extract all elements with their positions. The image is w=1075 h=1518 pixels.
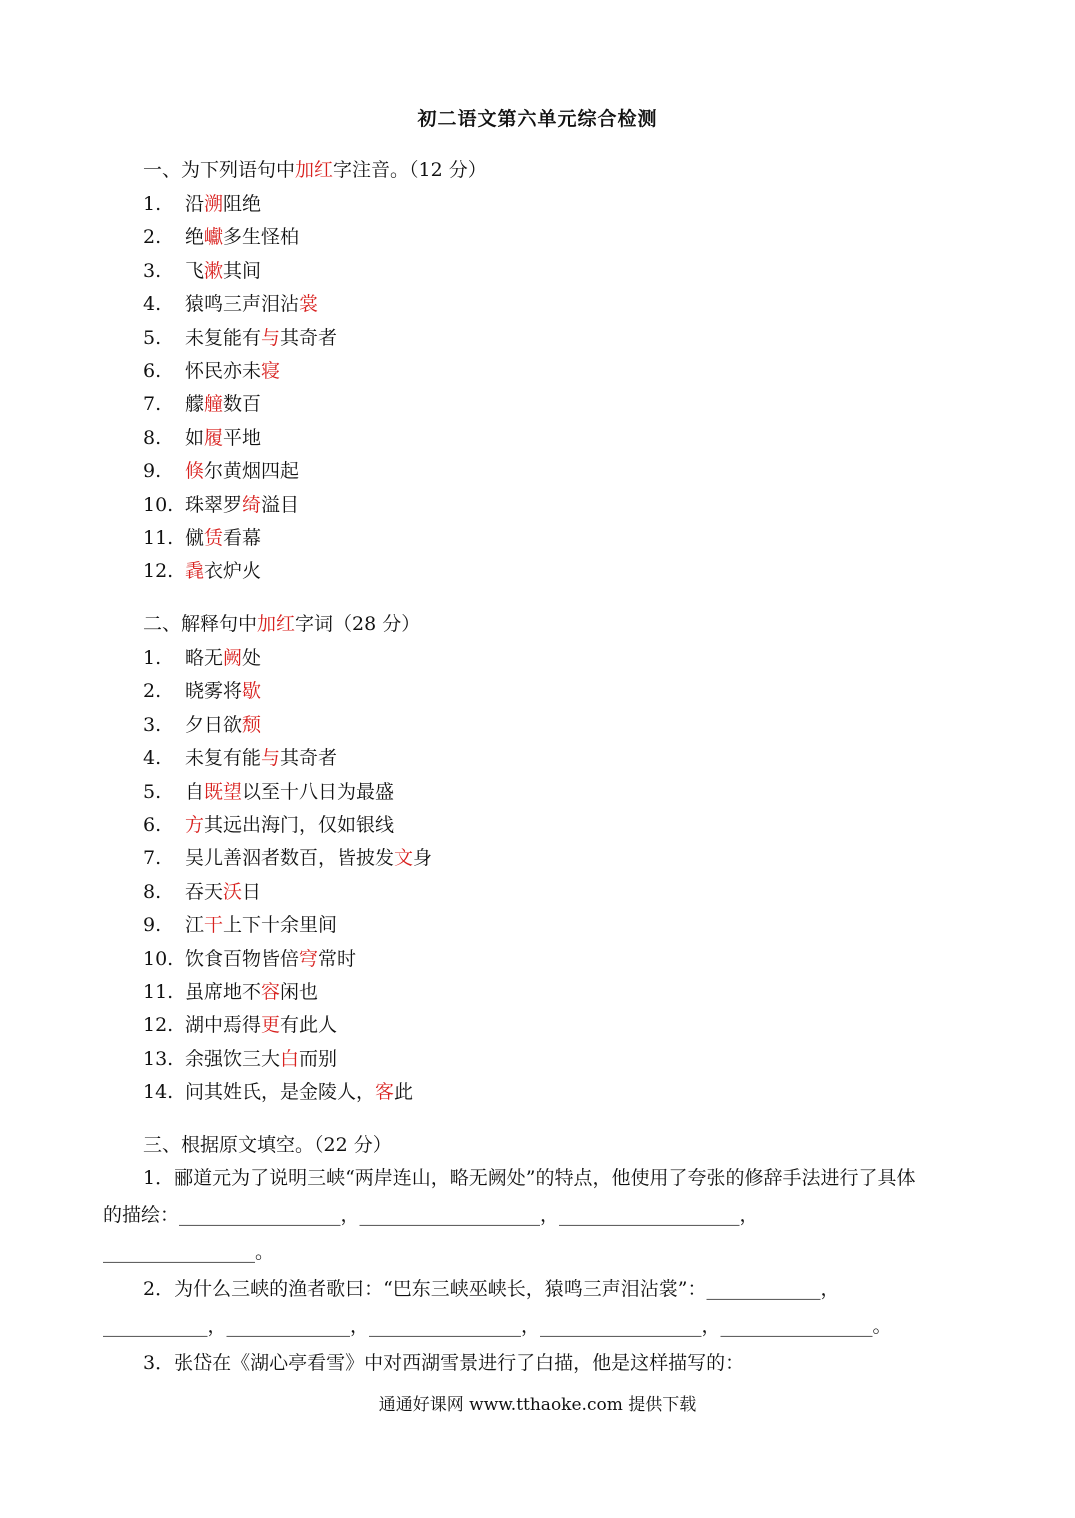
item-red-text: 寝: [261, 360, 281, 382]
item-red-text: 裳: [299, 293, 319, 316]
item-text: 身: [413, 847, 433, 870]
item-red-text: 绮: [242, 493, 262, 516]
item-number: 3.: [143, 713, 162, 736]
item-text: 多生怪柏: [223, 226, 300, 249]
item-number: 8.: [143, 426, 162, 449]
item-text: 其远出海门，仅如银线: [204, 814, 395, 836]
footer-note: 通通好课网 www.tthaoke.com 提供下载: [378, 1395, 697, 1415]
item-number: 2.: [143, 680, 162, 703]
list-item: [143, 458, 299, 484]
item-text: 未复能有: [185, 326, 262, 349]
item-red-text: 白: [280, 1047, 300, 1070]
question-2-line: 2．为什么三峡的渔者歌曰：“巴东三峡巫峡长，猿鸣三声泪沾裳”：____________，: [143, 1278, 840, 1300]
item-text: 珠翠罗: [185, 493, 243, 516]
list-item: [143, 258, 261, 284]
question-1-line: ________________。: [103, 1241, 275, 1263]
item-number: 1.: [143, 647, 162, 669]
item-number: 7.: [143, 393, 162, 416]
item-red-text: 既望: [204, 780, 243, 803]
list-item: [143, 358, 280, 384]
item-number: 2.: [143, 226, 162, 249]
heading-red-text: 加红: [257, 613, 296, 635]
item-red-text: 更: [261, 1014, 281, 1037]
heading-text: 一、为下列语句中: [143, 159, 296, 181]
item-text: 问其姓氏，是金陵人，: [185, 1081, 376, 1104]
item-text: 余强饮三大: [185, 1047, 281, 1070]
item-number: 11.: [143, 981, 174, 1003]
item-text: 湖中焉得: [185, 1014, 262, 1037]
list-item: [143, 291, 318, 317]
question-1-line: 1．郦道元为了说明三峡“两岸连山，略无阙处”的特点，他使用了夸张的修辞手法进行了具体: [143, 1167, 916, 1189]
item-red-text: 阙: [223, 647, 243, 669]
item-text: 江: [185, 914, 205, 937]
item-red-text: 容: [261, 981, 281, 1003]
item-text: 而别: [299, 1047, 338, 1070]
item-number: 6.: [143, 360, 162, 382]
page-title: 初二语文第六单元综合检测: [417, 108, 658, 130]
item-red-text: 赁: [204, 527, 224, 549]
item-number: 7.: [143, 847, 162, 870]
item-number: 4.: [143, 747, 162, 770]
list-item: [143, 224, 299, 250]
list-item: [143, 879, 261, 905]
question-2-line: ___________，_____________，________________，_________________，________________。: [103, 1315, 892, 1337]
heading-text: 二、解释句中: [143, 613, 258, 635]
list-item: [143, 712, 261, 738]
item-text: 数百: [223, 393, 262, 416]
item-number: 12.: [143, 560, 174, 583]
item-number: 12.: [143, 1014, 174, 1037]
question-1-line: 的描绘：_________________，___________________，___________________，: [103, 1204, 759, 1226]
item-text: 绝: [185, 226, 205, 249]
item-red-text: 方: [185, 814, 205, 836]
section1-heading: [143, 157, 487, 183]
item-number: 9.: [143, 460, 162, 483]
item-text: 衣炉火: [204, 560, 262, 583]
item-number: 11.: [143, 527, 174, 549]
list-item: [143, 1079, 413, 1105]
item-text: 阻绝: [223, 193, 262, 215]
item-text: 有此人: [280, 1014, 338, 1037]
list-item: [143, 645, 261, 671]
item-number: 5.: [143, 326, 162, 349]
list-item: [143, 1046, 337, 1072]
list-item: [143, 779, 394, 805]
item-text: 平地: [223, 426, 262, 449]
item-red-text: 歇: [242, 680, 262, 703]
item-text: 如: [185, 426, 205, 449]
item-red-text: 溯: [204, 193, 224, 215]
item-number: 1.: [143, 193, 162, 215]
item-red-text: 巘: [204, 226, 224, 249]
item-text: 饮食百物皆倍: [185, 947, 300, 970]
item-red-text: 干: [204, 914, 224, 937]
item-number: 3.: [143, 259, 162, 282]
list-item: [143, 678, 261, 704]
list-item: [143, 812, 394, 838]
item-text: 上下十余里间: [223, 914, 338, 937]
item-text: 常时: [318, 947, 357, 970]
item-text: 未复有能: [185, 747, 262, 770]
list-item: [143, 325, 337, 351]
list-item: [143, 391, 261, 417]
item-red-text: 艟: [204, 393, 224, 416]
item-text: 以至十八日为最盛: [242, 780, 395, 803]
item-number: 9.: [143, 914, 162, 937]
item-red-text: 客: [375, 1081, 395, 1104]
item-red-text: 穹: [299, 947, 319, 970]
item-red-text: 颓: [242, 713, 262, 736]
item-text: 自: [185, 780, 205, 803]
list-item: [143, 979, 318, 1005]
section2-heading: [143, 611, 420, 637]
item-text: 日: [242, 880, 262, 903]
section3-heading: 三、根据原文填空。（22 分）: [143, 1134, 392, 1156]
item-red-text: 沃: [223, 880, 243, 903]
item-red-text: 与: [261, 747, 281, 770]
item-red-text: 漱: [204, 259, 224, 282]
item-red-text: 倏: [185, 460, 205, 483]
list-item: [143, 946, 356, 972]
list-item: [143, 745, 337, 771]
item-text: 晓雾将: [185, 680, 243, 703]
item-number: 4.: [143, 293, 162, 316]
heading-red-text: 加红: [295, 159, 334, 181]
list-item: [143, 492, 299, 518]
item-text: 沿: [185, 193, 205, 215]
item-text: 其间: [223, 259, 262, 282]
list-item: [143, 558, 261, 584]
item-text: 僦: [185, 527, 205, 549]
item-number: 14.: [143, 1081, 174, 1104]
list-item: [143, 845, 432, 871]
item-text: 吞天: [185, 880, 224, 903]
list-item: [143, 191, 261, 217]
item-text: 闲也: [280, 981, 319, 1003]
heading-text-after: 字注音。（12 分）: [333, 159, 487, 181]
item-text: 略无: [185, 647, 224, 669]
question-3-line: 3．张岱在《湖心亭看雪》中对西湖雪景进行了白描，他是这样描写的：: [143, 1352, 745, 1374]
item-red-text: 履: [204, 426, 224, 449]
item-text: 看幕: [223, 527, 262, 549]
list-item: [143, 525, 261, 551]
list-item: [143, 1012, 337, 1038]
item-red-text: 毳: [185, 560, 205, 583]
item-text: 其奇者: [280, 326, 338, 349]
section3-questions: [103, 1160, 978, 1382]
item-red-text: 文: [394, 847, 414, 870]
item-number: 10.: [143, 493, 174, 516]
item-text: 飞: [185, 259, 205, 282]
item-text: 猿鸣三声泪沾: [185, 293, 300, 316]
item-text: 虽席地不: [185, 981, 262, 1003]
item-text: 怀民亦未: [185, 360, 262, 382]
item-text: 其奇者: [280, 747, 338, 770]
item-number: 8.: [143, 880, 162, 903]
item-red-text: 与: [261, 326, 281, 349]
heading-text-after: 字词（28 分）: [295, 613, 421, 635]
item-number: 6.: [143, 814, 162, 836]
item-text: 溢目: [261, 493, 300, 516]
item-text: 夕日欲: [185, 713, 243, 736]
item-text: 此: [394, 1081, 414, 1104]
item-text: 处: [242, 647, 262, 669]
list-item: [143, 425, 261, 451]
item-text: 吴儿善泅者数百，皆披发: [185, 847, 395, 870]
item-number: 5.: [143, 780, 162, 803]
item-text: 艨: [185, 393, 205, 416]
item-number: 10.: [143, 947, 174, 970]
list-item: [143, 912, 337, 938]
item-text: 尔黄烟四起: [204, 460, 300, 483]
item-number: 13.: [143, 1047, 174, 1070]
